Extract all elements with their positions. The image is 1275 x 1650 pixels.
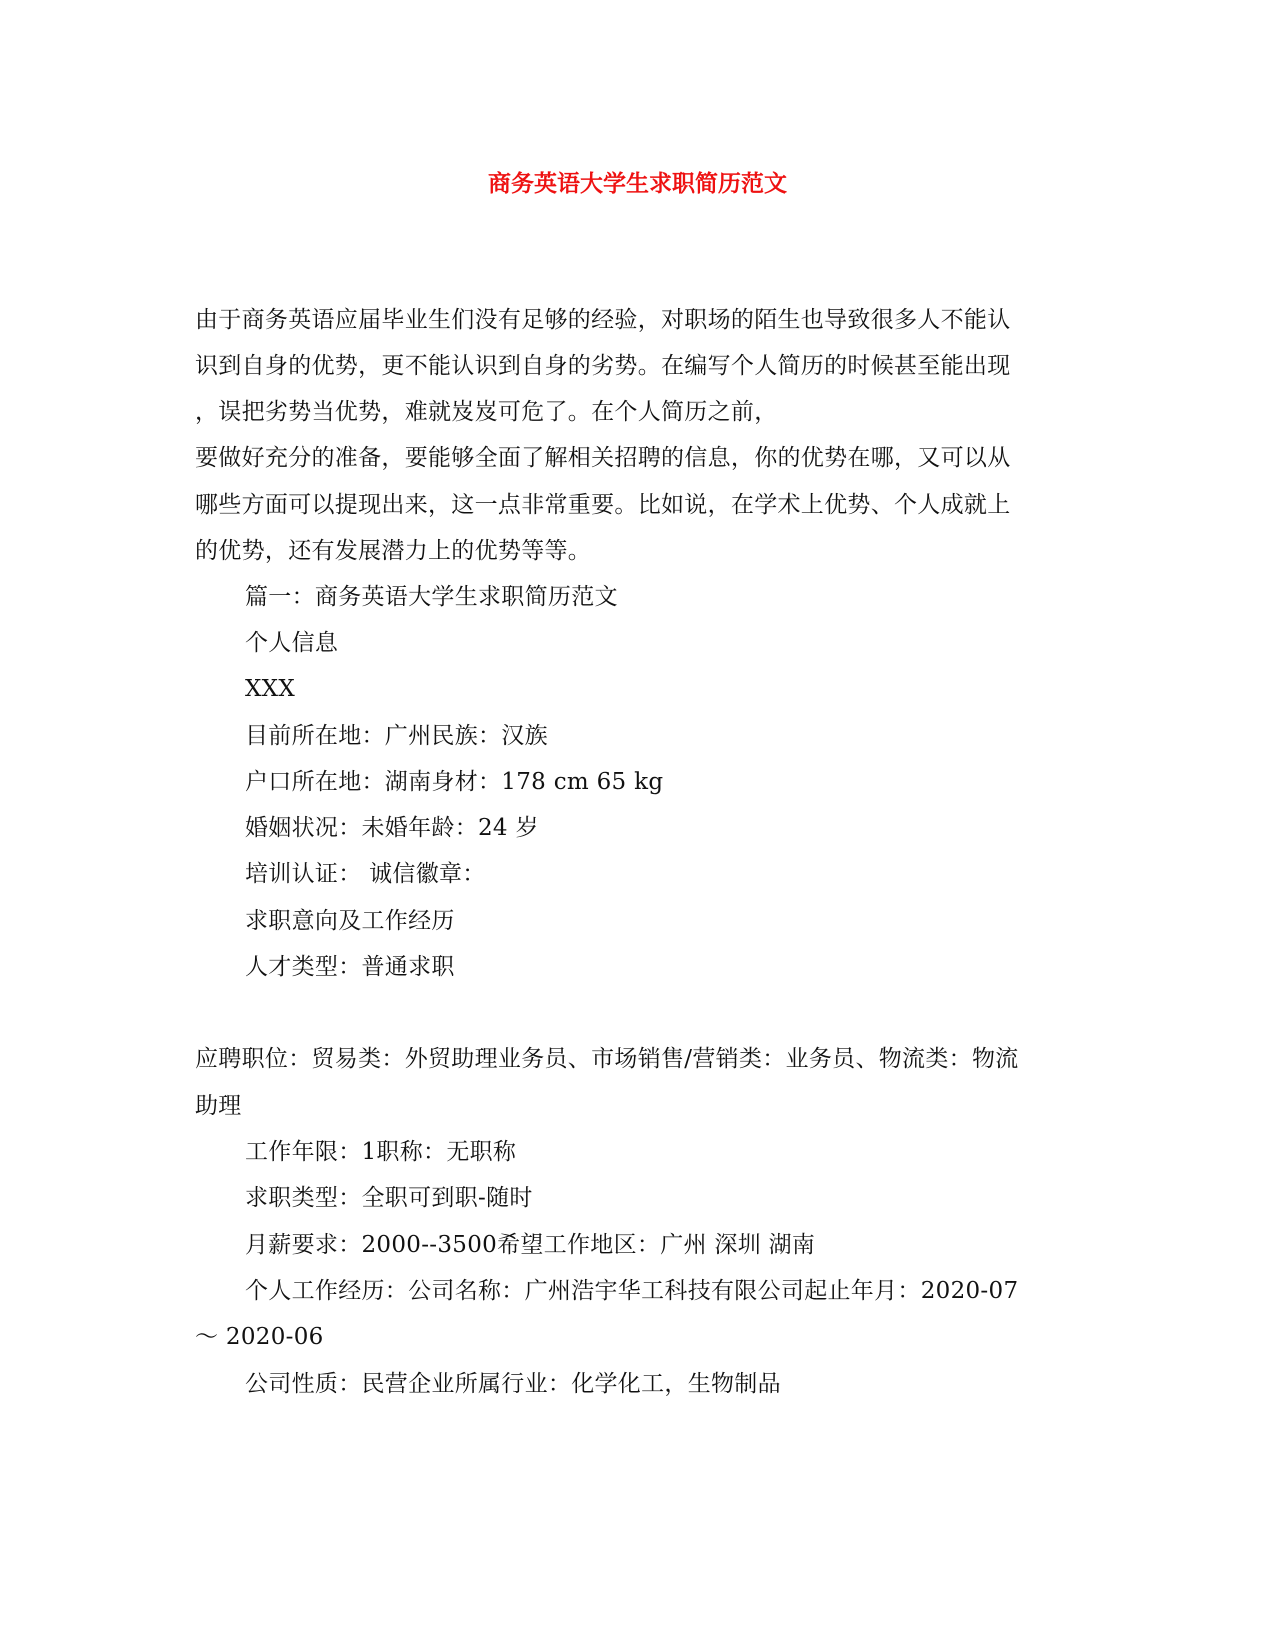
intro-line-4: 要做好充分的准备，要能够全面了解相关招聘的信息，你的优势在哪，又可以从 bbox=[195, 445, 1011, 471]
personal-info-heading: 个人信息 bbox=[245, 630, 339, 656]
certification-line: 培训认证： 诚信徽章： bbox=[245, 861, 486, 887]
intro-line-1: 由于商务英语应届毕业生们没有足够的经验，对职场的陌生也导致很多人不能认 bbox=[195, 307, 1011, 333]
name-line: XXX bbox=[245, 676, 296, 702]
household-line: 户口所在地：湖南身材：178 cm 65 kg bbox=[245, 769, 664, 795]
job-intent-heading: 求职意向及工作经历 bbox=[245, 908, 455, 934]
work-experience-line: 个人工作经历：公司名称：广州浩宇华工科技有限公司起止年月：2020-07 bbox=[245, 1278, 1019, 1304]
section-heading: 篇一：商务英语大学生求职简历范文 bbox=[245, 584, 618, 610]
location-line: 目前所在地：广州民族：汉族 bbox=[245, 723, 548, 749]
job-type-line: 求职类型：全职可到职-随时 bbox=[245, 1185, 533, 1211]
position-line-1: 应聘职位：贸易类：外贸助理业务员、市场销售/营销类：业务员、物流类：物流 bbox=[195, 1046, 1019, 1072]
intro-line-3: ，误把劣势当优势，难就岌岌可危了。在个人简历之前， bbox=[195, 399, 778, 425]
work-years-line: 工作年限：1职称：无职称 bbox=[245, 1139, 517, 1165]
salary-line: 月薪要求：2000--3500希望工作地区：广州 深圳 湖南 bbox=[245, 1232, 816, 1258]
intro-line-5: 哪些方面可以提现出来，这一点非常重要。比如说，在学术上优势、个人成就上 bbox=[195, 492, 1011, 518]
marital-line: 婚姻状况：未婚年龄：24 岁 bbox=[245, 815, 539, 841]
document-title: 商务英语大学生求职简历范文 bbox=[488, 170, 787, 197]
talent-type-line: 人才类型：普通求职 bbox=[245, 954, 455, 980]
work-period-line: ～ 2020-06 bbox=[195, 1324, 324, 1350]
intro-line-6: 的优势，还有发展潜力上的优势等等。 bbox=[195, 538, 592, 564]
company-nature-line: 公司性质：民营企业所属行业：化学化工，生物制品 bbox=[245, 1371, 781, 1397]
position-line-2: 助理 bbox=[195, 1093, 242, 1119]
intro-line-2: 识到自身的优势，更不能认识到自身的劣势。在编写个人简历的时候甚至能出现 bbox=[195, 353, 1011, 379]
